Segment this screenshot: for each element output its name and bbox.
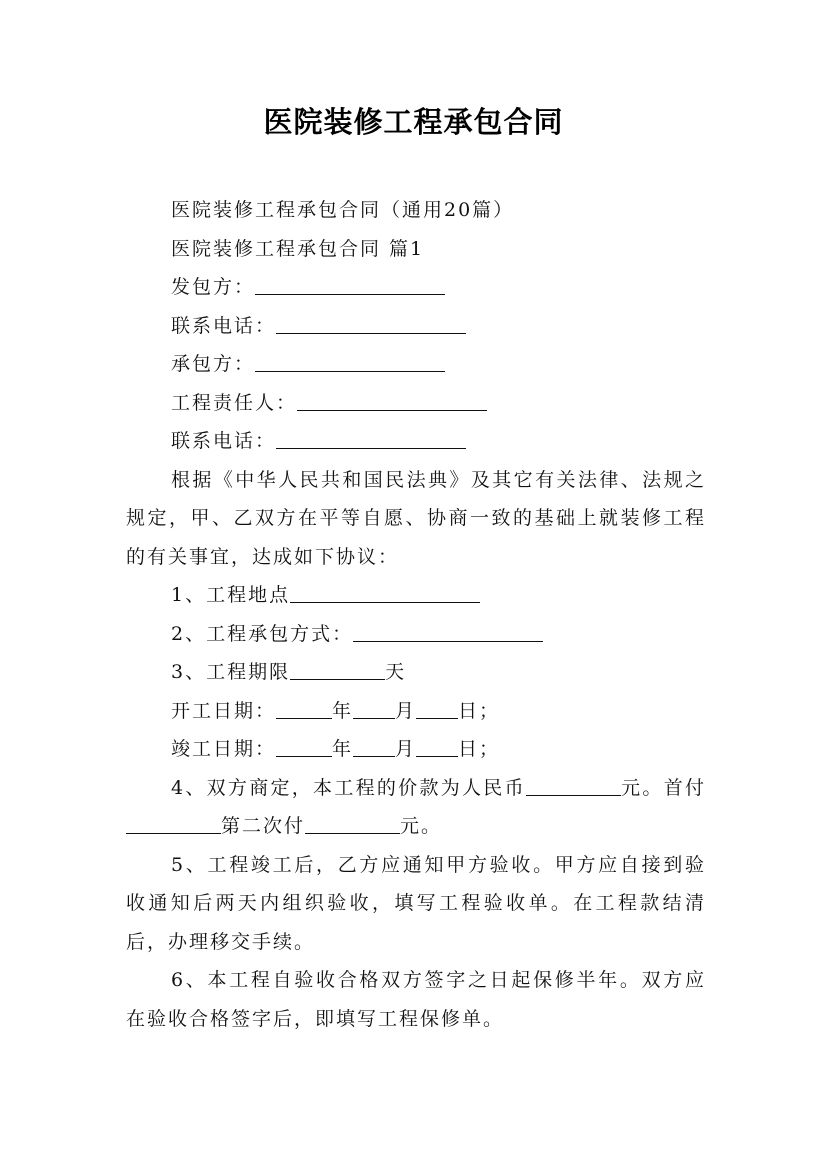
manager-label: 工程责任人：	[171, 391, 298, 414]
subtitle-line	[126, 191, 706, 230]
end-month-blank	[353, 734, 395, 757]
document-body	[126, 191, 706, 1038]
item-2-line	[126, 615, 706, 654]
manager-line	[126, 384, 706, 423]
phone-b-blank	[276, 426, 466, 449]
party-a-blank	[255, 272, 445, 295]
item-2-label: 2、工程承包方式：	[171, 622, 354, 645]
start-day-unit: 日；	[458, 699, 501, 722]
item-3-label: 3、工程期限	[171, 661, 291, 683]
start-day-blank	[416, 696, 458, 719]
phone-a-line	[126, 307, 706, 346]
item-4-paragraph	[126, 769, 706, 846]
party-a-label: 发包方：	[171, 276, 256, 298]
item-4-text-a: 4、双方商定，本工程的价款为人民币	[171, 776, 526, 799]
heading-line	[126, 230, 706, 269]
end-day-unit: 日；	[458, 738, 501, 760]
party-b-label: 承包方：	[171, 353, 256, 375]
party-b-blank	[255, 349, 445, 372]
item-2-blank	[353, 619, 543, 642]
end-year-unit: 年	[332, 738, 354, 760]
preamble-paragraph: 根据《中华人民共和国民法典》及其它有关法律、法规之规定，甲、乙双方在平等自愿、协商一致的基础上就装修工程的有关事宜，达成如下协议：	[126, 468, 706, 568]
start-year-unit: 年	[332, 699, 354, 722]
phone-b-label: 联系电话：	[171, 430, 277, 452]
subtitle-text: 医院装修工程承包合同（通用20篇）	[171, 199, 515, 221]
item-1-blank	[290, 580, 480, 603]
start-date-label: 开工日期：	[171, 699, 277, 722]
item-1-label: 1、工程地点	[171, 584, 291, 606]
end-day-blank	[416, 734, 458, 757]
phone-a-label: 联系电话：	[171, 314, 277, 337]
start-date-line	[126, 692, 706, 731]
start-month-blank	[353, 696, 395, 719]
phone-a-blank	[276, 311, 466, 334]
end-date-label: 竣工日期：	[171, 738, 277, 760]
item-4-first-blank	[126, 811, 221, 834]
item-3-unit: 天	[385, 661, 407, 683]
end-date-line	[126, 730, 706, 769]
item-4-text-c: 第二次付	[221, 815, 306, 837]
end-year-blank	[276, 734, 332, 757]
item-6-paragraph: 6、本工程自验收合格双方签字之日起保修半年。双方应在验收合格签字后，即填写工程保修单。	[126, 969, 706, 1030]
heading-text: 医院装修工程承包合同 篇1	[171, 237, 425, 260]
end-month-unit: 月	[395, 738, 417, 760]
party-a-line	[126, 268, 706, 307]
start-month-unit: 月	[395, 699, 417, 722]
item-4-text-b: 元。首付	[620, 776, 706, 799]
manager-blank	[297, 388, 487, 411]
item-3-blank	[290, 657, 385, 680]
item-4-second-blank	[305, 811, 400, 834]
party-b-line	[126, 345, 706, 384]
document-title: 医院装修工程承包合同	[263, 105, 564, 139]
item-4-price-blank	[526, 773, 621, 796]
item-3-line	[126, 653, 706, 692]
item-5-paragraph: 5、工程竣工后，乙方应通知甲方验收。甲方应自接到验收通知后两天内组织验收，填写工程验收单。在工程款结清后，办理移交手续。	[126, 853, 706, 953]
phone-b-line	[126, 422, 706, 461]
item-4-text-d: 元。	[400, 815, 443, 837]
start-year-blank	[276, 696, 332, 719]
item-1-line	[126, 576, 706, 615]
